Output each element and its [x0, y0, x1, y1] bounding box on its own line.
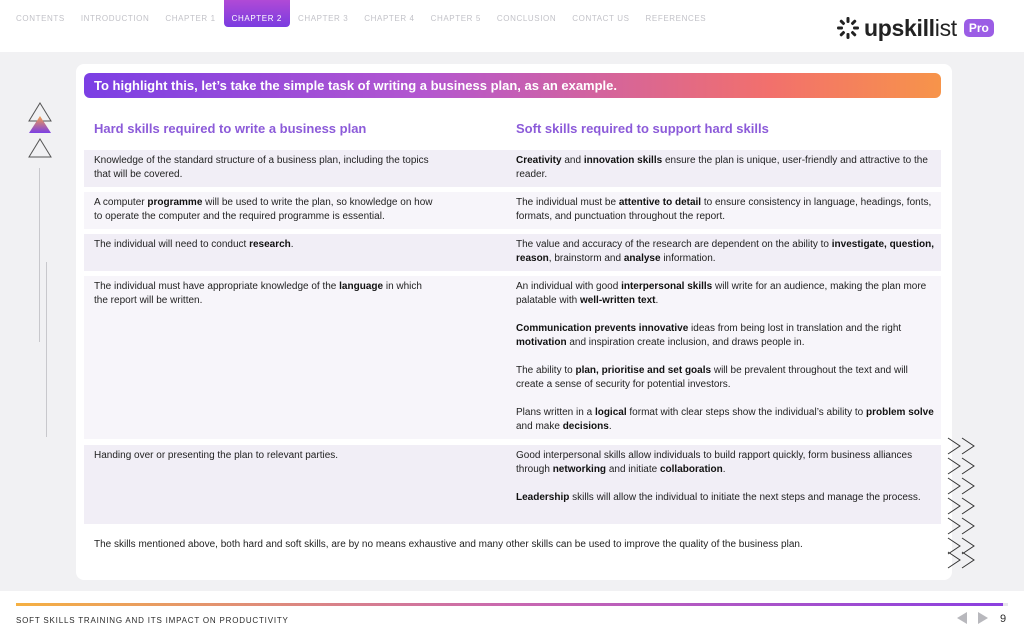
- soft-skill-cell: [516, 449, 938, 505]
- nav-item-contents[interactable]: CONTENTS: [16, 14, 65, 23]
- cell-paragraph: Good interpersonal skills allow individuals to build rapport quickly, form business alliances through networking and initiate collaboration.: [516, 450, 913, 475]
- cell-paragraph: The individual must be attentive to detail to ensure consistency in language, headings, fonts, formats, and punctuation throughout the report.: [516, 197, 932, 222]
- upskillist-logo[interactable]: [836, 14, 994, 42]
- nav-item-references[interactable]: REFERENCES: [645, 14, 707, 23]
- chapter-nav: [8, 8, 714, 27]
- cell-paragraph: Creativity and innovation skills ensure the plan is unique, user-friendly and attractive to the reader.: [516, 155, 928, 180]
- hard-skill-cell: [94, 196, 434, 224]
- footer-title: SOFT SKILLS TRAINING AND ITS IMPACT ON PRODUCTIVITY: [16, 616, 289, 625]
- hard-skills-heading: Hard skills required to write a business plan: [94, 121, 367, 136]
- table-row: [84, 234, 941, 271]
- cell-paragraph: Communication prevents innovative ideas from being lost in translation and the right motivation and inspiration create inclusion, and draws people in.: [516, 323, 902, 348]
- sunburst-logo-icon: [836, 16, 860, 40]
- table-row: [84, 276, 941, 439]
- cell-paragraph: Plans written in a logical format with clear steps show the individual’s ability to problem solve and make decisions.: [516, 407, 934, 432]
- top-navigation-bar: [0, 0, 1024, 52]
- soft-skill-cell: [516, 238, 938, 266]
- nav-item-chapter-1[interactable]: CHAPTER 1: [165, 14, 216, 23]
- decorative-line: [39, 168, 40, 342]
- highlight-banner: To highlight this, let’s take the simple task of writing a business plan, as an example.: [84, 73, 941, 98]
- page-number: 9: [1000, 613, 1007, 625]
- table-row: [84, 150, 941, 187]
- cell-paragraph: The ability to plan, prioritise and set goals will be prevalent throughout the text and will create a sense of security for potential investors.: [516, 365, 908, 390]
- soft-skill-cell: [516, 196, 938, 224]
- nav-item-conclusion[interactable]: CONCLUSION: [496, 14, 557, 23]
- decorative-line: [46, 262, 47, 437]
- nav-item-contact-us[interactable]: CONTACT US: [572, 14, 630, 23]
- nav-item-chapter-2[interactable]: CHAPTER 2: [224, 0, 290, 27]
- table-row: [84, 192, 941, 229]
- chevrons-decoration-icon: [946, 436, 978, 570]
- cell-paragraph: An individual with good interpersonal skills will write for an audience, making the plan more palatable with well-written text.: [516, 281, 927, 306]
- next-page-icon[interactable]: [978, 612, 988, 624]
- previous-page-icon[interactable]: [957, 612, 967, 624]
- cell-paragraph: The value and accuracy of the research are dependent on the ability to investigate, question, reason, brainstorm and analyse information.: [516, 239, 935, 264]
- reading-progress-bar: [16, 603, 1008, 606]
- cell-paragraph: The individual must have appropriate knowledge of the language in which the report will be written.: [94, 281, 422, 306]
- triangles-decoration-icon: [27, 101, 53, 161]
- reading-progress-fill: [16, 603, 1003, 606]
- cell-paragraph: Leadership skills will allow the individual to initiate the next steps and manage the process.: [516, 492, 921, 503]
- table-row: [84, 445, 941, 524]
- hard-skill-cell: [94, 280, 434, 308]
- hard-skill-cell: [94, 238, 434, 252]
- pro-badge: Pro: [964, 19, 994, 37]
- soft-skills-heading: Soft skills required to support hard skills: [516, 121, 769, 136]
- cell-paragraph: The individual will need to conduct research.: [94, 239, 294, 250]
- soft-skill-cell: [516, 154, 938, 182]
- cell-paragraph: A computer programme will be used to write the plan, so knowledge on how to operate the computer and the required programme is essential.: [94, 197, 433, 222]
- cell-paragraph: Handing over or presenting the plan to relevant parties.: [94, 450, 339, 461]
- hard-skill-cell: [94, 154, 434, 182]
- nav-item-chapter-3[interactable]: CHAPTER 3: [297, 14, 349, 23]
- soft-skill-cell: [516, 280, 938, 434]
- cell-paragraph: Knowledge of the standard structure of a business plan, including the topics that will be covered.: [94, 155, 429, 180]
- logo-wordmark: upskillist: [864, 14, 957, 41]
- nav-item-chapter-5[interactable]: CHAPTER 5: [430, 14, 481, 23]
- footer-bar: [0, 591, 1024, 639]
- hard-skill-cell: [94, 449, 434, 463]
- nav-item-chapter-4[interactable]: CHAPTER 4: [364, 14, 415, 23]
- footnote: The skills mentioned above, both hard and soft skills, are by no means exhaustive and many other skills can be used to improve the quality of the business plan.: [94, 539, 803, 550]
- nav-item-introduction[interactable]: INTRODUCTION: [80, 14, 150, 23]
